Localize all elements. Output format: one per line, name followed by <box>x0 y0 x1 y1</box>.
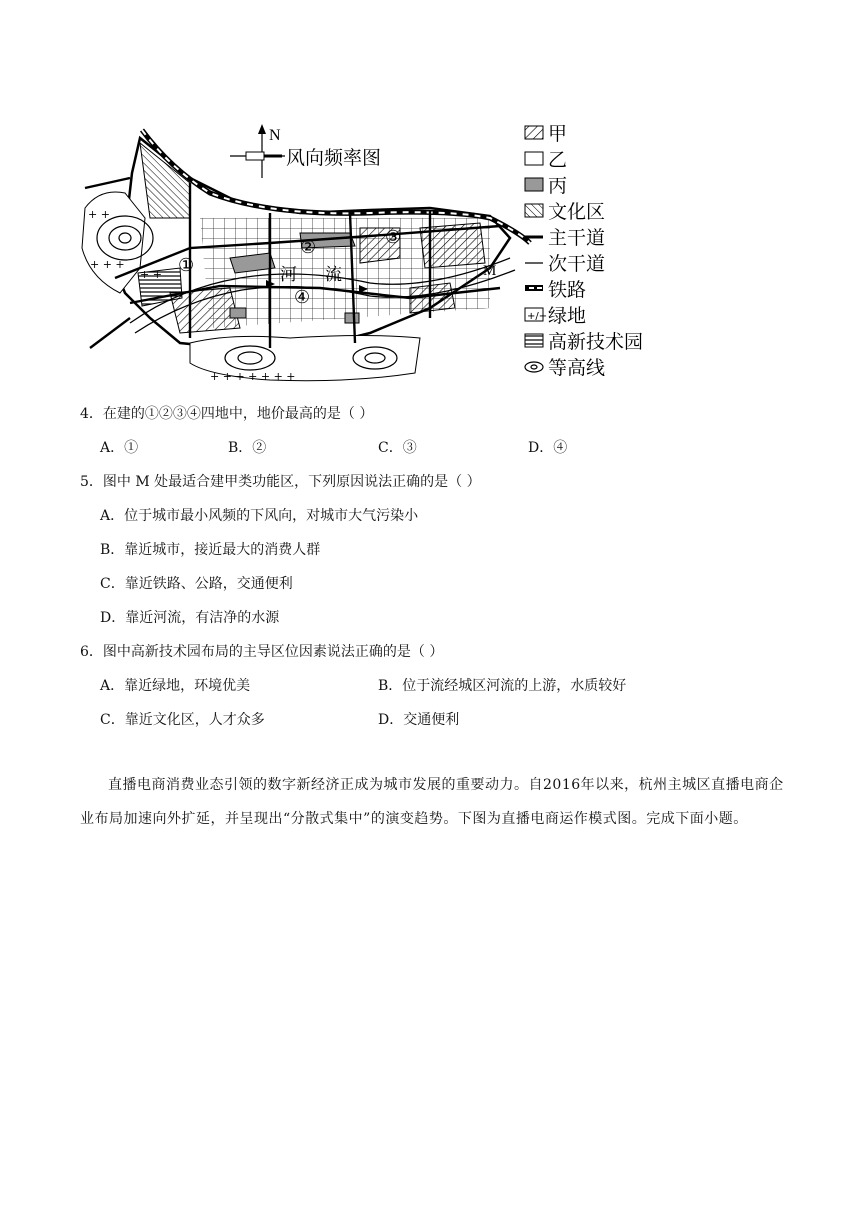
point-m: M <box>483 263 497 279</box>
legend-green-land: 绿地 <box>548 305 587 327</box>
legend-yi: 乙 <box>548 149 568 171</box>
question-6-option-d: D．交通便利 <box>378 712 460 728</box>
svg-text:+ + +: + + + <box>90 258 125 271</box>
question-4-option-a: A．① <box>100 440 139 456</box>
legend-culture-zone: 文化区 <box>548 201 606 223</box>
question-4-option-c: C．③ <box>378 440 417 456</box>
legend-bing: 丙 <box>548 175 568 197</box>
question-4-option-d: D．④ <box>528 440 568 456</box>
legend-jia: 甲 <box>548 123 568 145</box>
question-5-option-c: C．靠近铁路、公路，交通便利 <box>100 576 293 592</box>
question-5-option-b: B．靠近城市，接近最大的消费人群 <box>100 542 321 558</box>
svg-text:+ +: + + <box>88 208 110 221</box>
wind-rose-label: 风向频率图 <box>286 147 382 169</box>
urban-land-use-map <box>70 118 690 388</box>
legend-high-tech-park: 高新技术园 <box>548 331 644 353</box>
question-6-stem: 6．图中高新技术园布局的主导区位因素说法正确的是（ ） <box>80 644 444 660</box>
question-5-option-d: D．靠近河流，有洁净的水源 <box>100 610 280 626</box>
legend-secondary-road: 次干道 <box>548 253 606 275</box>
passage-paragraph: 直播电商消费业态引领的数字新经济正成为城市发展的重要动力。自2016年以来，杭州主城区直播电商企业布局加速向外扩延，并呈现出“分散式集中”的演变趋势。下图为直播电商运作模式图。完成下面小题。 <box>80 777 784 827</box>
site-2: ② <box>300 237 317 258</box>
green-land-south <box>190 336 420 384</box>
compass-label: N <box>269 127 281 144</box>
question-6-option-c: C．靠近文化区，人才众多 <box>100 712 265 728</box>
question-4-stem: 4．在建的①②③④四地中，地价最高的是（ ） <box>80 406 374 422</box>
question-5-stem: 5．图中 M 处最适合建甲类功能区，下列原因说法正确的是（ ） <box>80 474 481 490</box>
site-3: ③ <box>385 227 402 248</box>
svg-text:+ + + + + + +: + + + + + + + <box>210 370 296 383</box>
question-6-option-a: A．靠近绿地，环境优美 <box>100 678 251 694</box>
site-1: ① <box>178 255 195 276</box>
svg-text:+/+: +/+ <box>527 311 548 322</box>
question-5-option-a: A．位于城市最小风频的下风向，对城市大气污染小 <box>100 508 419 524</box>
river-label-1: 河 <box>280 265 297 285</box>
legend-contour: 等高线 <box>548 357 606 379</box>
river-label-2: 流 <box>325 265 342 285</box>
legend <box>525 123 643 379</box>
question-6-option-b: B．位于流经城区河流的上游，水质较好 <box>378 678 627 694</box>
question-4-option-b: B．② <box>228 440 267 456</box>
legend-main-road: 主干道 <box>548 227 606 249</box>
legend-railway: 铁路 <box>548 279 587 301</box>
site-4: ④ <box>294 287 311 308</box>
